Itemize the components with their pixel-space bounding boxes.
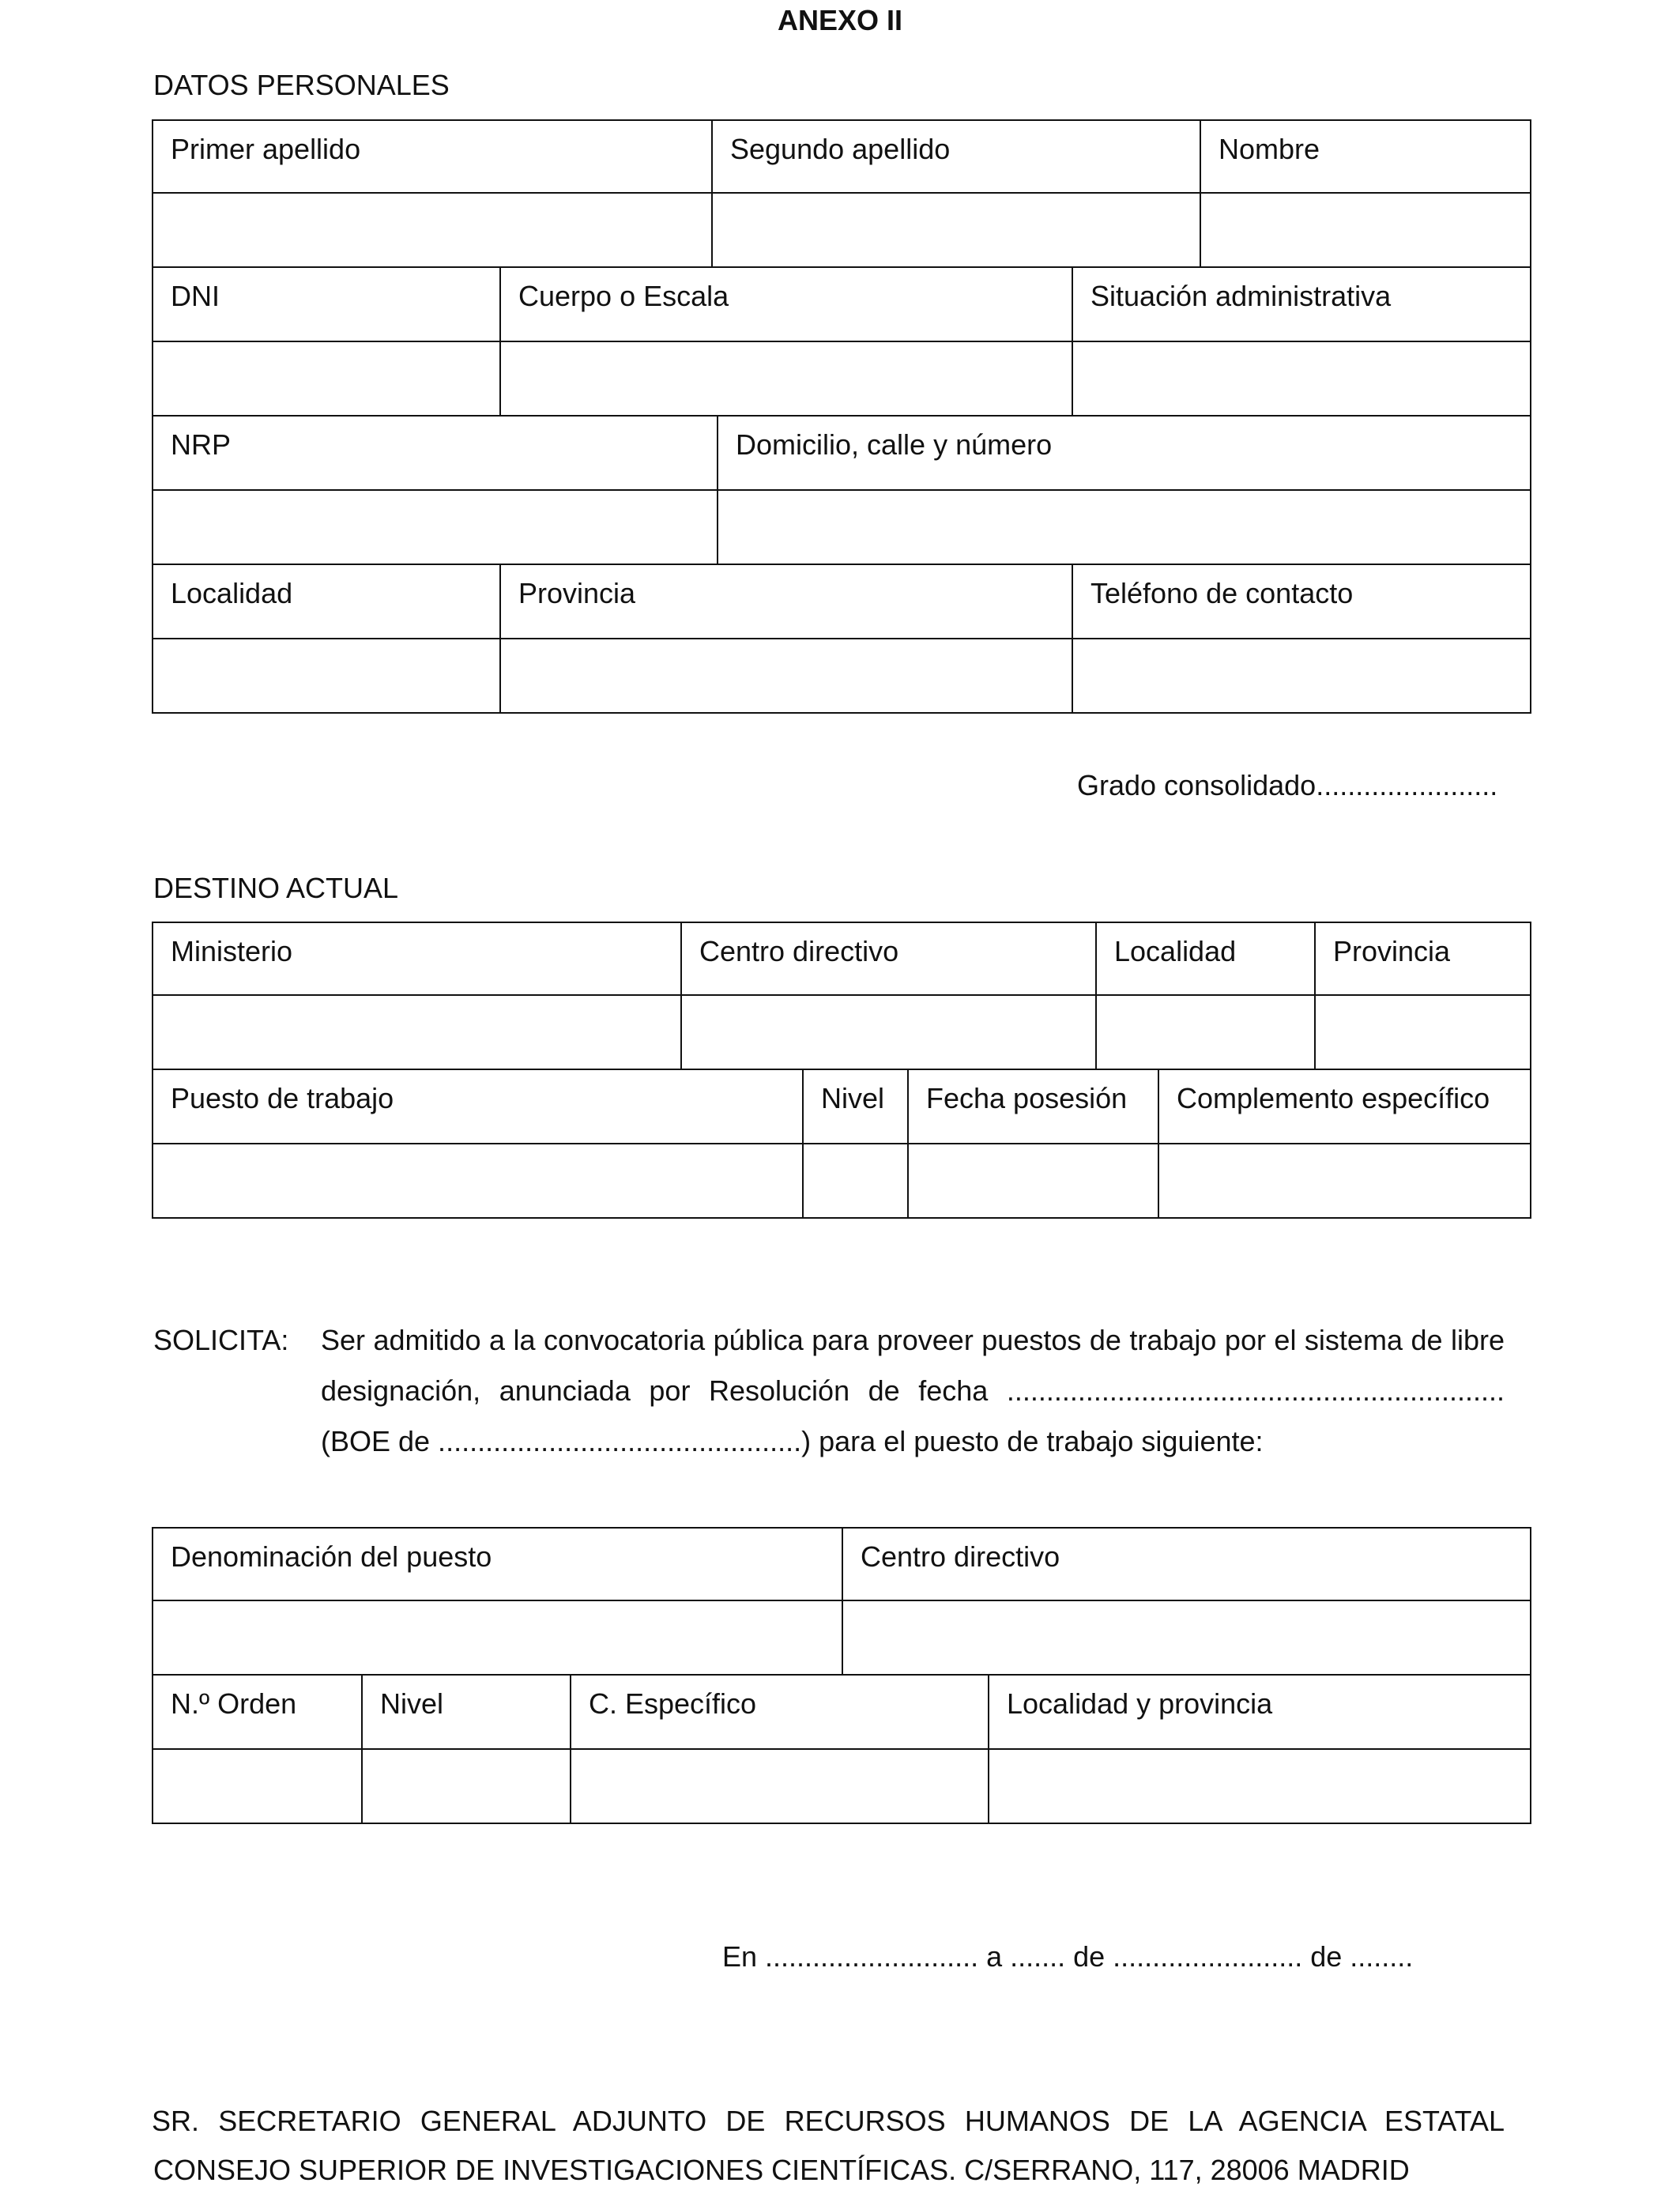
- table-row: [152, 268, 1531, 342]
- field-centro-directivo[interactable]: [682, 996, 1097, 1069]
- field-nivel[interactable]: [804, 1144, 909, 1217]
- field-cuerpo-escala[interactable]: [501, 342, 1073, 415]
- field-nivel[interactable]: [363, 1750, 571, 1823]
- field-provincia[interactable]: [501, 639, 1073, 712]
- fecha-lugar: En ........................... a ....... de ........................ de ........: [722, 1940, 1414, 1973]
- label-nrp: NRP: [153, 417, 718, 489]
- table-row: [152, 565, 1531, 639]
- table-row: [152, 1750, 1531, 1824]
- addressee-line-1: SR. SECRETARIO GENERAL ADJUNTO DE RECURSOS HUMANOS DE LA AGENCIA ESTATAL: [152, 2105, 1505, 2137]
- table-row: [152, 1527, 1531, 1601]
- label-provincia: Provincia: [501, 565, 1073, 638]
- field-localidad[interactable]: [153, 639, 501, 712]
- table-row: [152, 1601, 1531, 1676]
- label-domicilio: Domicilio, calle y número: [736, 428, 1053, 461]
- table-row: [152, 119, 1531, 194]
- label-centro-directivo: Centro directivo: [861, 1540, 1060, 1573]
- section-heading-destino-actual: DESTINO ACTUAL: [153, 872, 399, 904]
- grado-consolidado: Grado consolidado.......................: [1077, 769, 1498, 801]
- label-c-especifico: C. Específico: [571, 1676, 989, 1748]
- table-row: [152, 639, 1531, 714]
- field-puesto-trabajo[interactable]: [153, 1144, 804, 1217]
- label-situacion-administrativa: Situación administrativa: [1090, 280, 1392, 312]
- field-nombre[interactable]: [1201, 194, 1530, 266]
- field-nrp[interactable]: [153, 491, 718, 564]
- label-nivel: Nivel: [804, 1070, 909, 1143]
- label-dni: DNI: [153, 268, 501, 341]
- table-row: [152, 491, 1531, 565]
- addressee-line-2: CONSEJO SUPERIOR DE INVESTIGACIONES CIENTÍFICAS. C/SERRANO, 117, 28006 MADRID: [153, 2154, 1410, 2186]
- field-segundo-apellido[interactable]: [713, 194, 1201, 266]
- label-primer-apellido: Primer apellido: [153, 121, 713, 192]
- table-row: [152, 1144, 1531, 1219]
- field-dni[interactable]: [153, 342, 501, 415]
- solicita-line-1: Ser admitido a la convocatoria pública para proveer puestos de trabajo por el sistema de libre: [321, 1324, 1505, 1356]
- label-localidad-provincia: Localidad y provincia: [1007, 1687, 1273, 1720]
- field-provincia[interactable]: [1316, 996, 1530, 1069]
- label-complemento-especifico: Complemento específico: [1177, 1082, 1490, 1114]
- table-row: [152, 922, 1531, 996]
- table-row: [152, 342, 1531, 417]
- label-localidad: Localidad: [153, 565, 501, 638]
- field-localidad[interactable]: [1097, 996, 1316, 1069]
- field-complemento-especifico[interactable]: [1159, 1144, 1530, 1217]
- table-row: [152, 417, 1531, 491]
- field-denominacion-puesto[interactable]: [153, 1601, 843, 1674]
- section-heading-datos-personales: DATOS PERSONALES: [153, 69, 450, 101]
- solicita-line-3: (BOE de ..............................................) para el puesto de trabajo siguiente:: [321, 1425, 1264, 1457]
- label-centro-directivo: Centro directivo: [682, 923, 1097, 994]
- label-numero-orden: N.º Orden: [153, 1676, 363, 1748]
- label-denominacion-puesto: Denominación del puesto: [153, 1529, 843, 1600]
- label-nivel: Nivel: [363, 1676, 571, 1748]
- label-ministerio: Ministerio: [153, 923, 682, 994]
- field-numero-orden[interactable]: [153, 1750, 363, 1823]
- field-primer-apellido[interactable]: [153, 194, 713, 266]
- page-title: ANEXO II: [777, 4, 903, 36]
- table-row: [152, 1676, 1531, 1750]
- label-telefono: Teléfono de contacto: [1090, 577, 1354, 609]
- puesto-solicitado-table: [152, 1527, 1531, 1824]
- field-telefono[interactable]: [1073, 639, 1530, 712]
- solicita-label: SOLICITA:: [153, 1324, 289, 1356]
- label-provincia: Provincia: [1333, 935, 1451, 967]
- table-row: [152, 1070, 1531, 1144]
- label-cuerpo-escala: Cuerpo o Escala: [501, 268, 1073, 341]
- table-row: [152, 194, 1531, 268]
- label-puesto-trabajo: Puesto de trabajo: [153, 1070, 804, 1143]
- destino-actual-table: [152, 922, 1531, 1219]
- label-localidad: Localidad: [1097, 923, 1316, 994]
- field-ministerio[interactable]: [153, 996, 682, 1069]
- field-c-especifico[interactable]: [571, 1750, 989, 1823]
- field-situacion-administrativa[interactable]: [1073, 342, 1530, 415]
- label-nombre: Nombre: [1219, 133, 1320, 165]
- field-fecha-posesion[interactable]: [909, 1144, 1159, 1217]
- label-segundo-apellido: Segundo apellido: [713, 121, 1201, 192]
- table-row: [152, 996, 1531, 1070]
- datos-personales-table: [152, 119, 1531, 714]
- field-domicilio[interactable]: [718, 491, 1530, 564]
- label-fecha-posesion: Fecha posesión: [909, 1070, 1159, 1143]
- field-localidad-provincia[interactable]: [989, 1750, 1530, 1823]
- solicita-line-2: designación, anunciada por Resolución de fecha ...............................................................: [321, 1374, 1505, 1407]
- field-centro-directivo[interactable]: [843, 1601, 1530, 1674]
